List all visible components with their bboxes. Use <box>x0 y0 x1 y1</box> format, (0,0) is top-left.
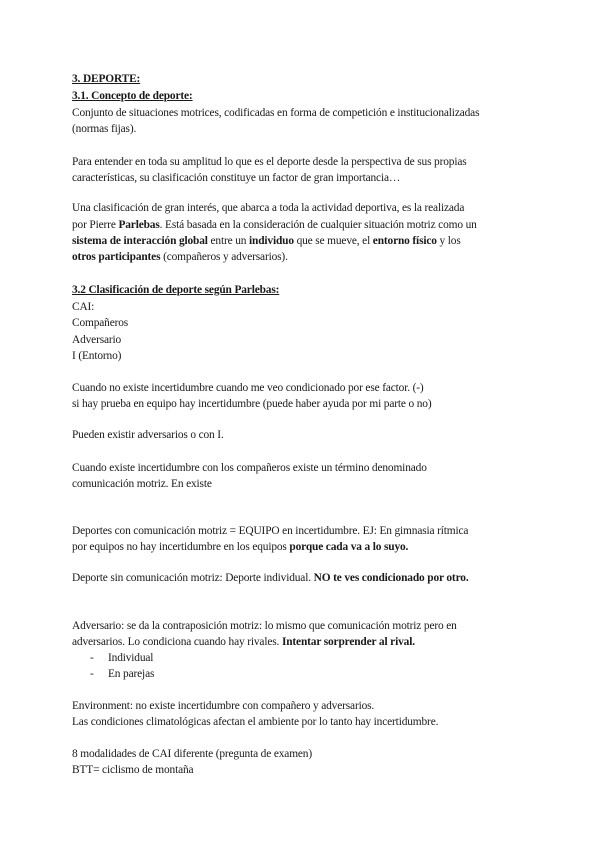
paragraph-line: (normas fijas). <box>72 123 137 135</box>
list-bullet: - <box>90 652 94 664</box>
text-run: (compañeros y adversarios). <box>160 251 288 263</box>
bold-term: NO te ves condicionado por otro. <box>313 572 469 584</box>
subsection-heading-concepto: 3.1. Concepto de deporte: <box>72 90 193 102</box>
bold-term: entorno físico <box>372 235 437 247</box>
text-run: por Pierre <box>72 219 119 231</box>
paragraph-line: Conjunto de situaciones motrices, codificadas en forma de competición e institucionalizadas <box>72 107 480 119</box>
subsection-heading-clasificacion: 3.2 Clasificación de deporte según Parlebas: <box>72 284 280 296</box>
text-run: Deporte sin comunicación motriz: Deporte individual. <box>72 572 314 584</box>
paragraph-line: Para entender en toda su amplitud lo que es el deporte desde la perspectiva de sus propias <box>72 156 467 168</box>
text-run: que se mueve, el <box>293 235 373 247</box>
section-heading: 3. DEPORTE: <box>72 73 141 85</box>
paragraph-line: Cuando no existe incertidumbre cuando me veo condicionado por ese factor. (-) <box>72 382 424 394</box>
paragraph-line: Adversario: se da la contraposición motriz: lo mismo que comunicación motriz pero en <box>72 620 457 632</box>
list-item: En parejas <box>108 668 155 680</box>
paragraph-line: si hay prueba en equipo hay incertidumbre (puede haber ayuda por mi parte o no) <box>72 398 432 410</box>
bold-term: individuo <box>249 235 294 247</box>
cai-item: Compañeros <box>72 317 129 329</box>
paragraph-line: Una clasificación de gran interés, que abarca a toda la actividad deportiva, es la realizada <box>72 202 465 214</box>
text-run: entre un <box>207 235 250 247</box>
paragraph-line: Environment: no existe incertidumbre con compañero y adversarios. <box>72 700 375 712</box>
bold-term: Intentar sorprender al rival. <box>281 636 415 648</box>
paragraph-line: Pueden existir adversarios o con I. <box>72 429 224 441</box>
paragraph-line: BTT= ciclismo de montaña <box>72 764 194 776</box>
paragraph-line <box>72 218 477 233</box>
text-run: . Está basada en la consideración de cualquier situación motriz como un <box>159 219 477 231</box>
text-run: y los <box>436 235 461 247</box>
paragraph-line <box>72 540 408 555</box>
bold-term: otros participantes <box>72 251 161 263</box>
list-bullet: - <box>90 668 94 680</box>
bold-term: porque cada va a lo suyo. <box>289 541 409 553</box>
paragraph-line: características, su clasificación constituye un factor de gran importancia… <box>72 172 401 184</box>
cai-item: I (Entorno) <box>72 350 122 362</box>
paragraph-line: 8 modalidades de CAI diferente (pregunta de examen) <box>72 748 312 760</box>
bold-term: sistema de interacción global <box>72 235 208 247</box>
paragraph-line: Cuando existe incertidumbre con los compañeros existe un término denominado <box>72 462 427 474</box>
cai-label: CAI: <box>72 301 95 313</box>
list-item: Individual <box>108 652 154 664</box>
bold-term: Parlebas <box>118 219 160 231</box>
paragraph-line <box>72 234 461 249</box>
paragraph-line: Las condiciones climatológicas afectan el ambiente por lo tanto hay incertidumbre. <box>72 716 439 728</box>
paragraph-line: comunicación motriz. En existe <box>72 478 212 490</box>
paragraph-line: Deportes con comunicación motriz = EQUIPO en incertidumbre. EJ: En gimnasia rítmica <box>72 525 469 537</box>
text-run: por equipos no hay incertidumbre en los equipos <box>72 541 290 553</box>
paragraph-line <box>72 250 288 265</box>
paragraph-line <box>72 635 415 650</box>
text-run: adversarios. Lo condiciona cuando hay rivales. <box>72 636 282 648</box>
cai-item: Adversario <box>72 334 122 346</box>
paragraph-line <box>72 571 469 586</box>
